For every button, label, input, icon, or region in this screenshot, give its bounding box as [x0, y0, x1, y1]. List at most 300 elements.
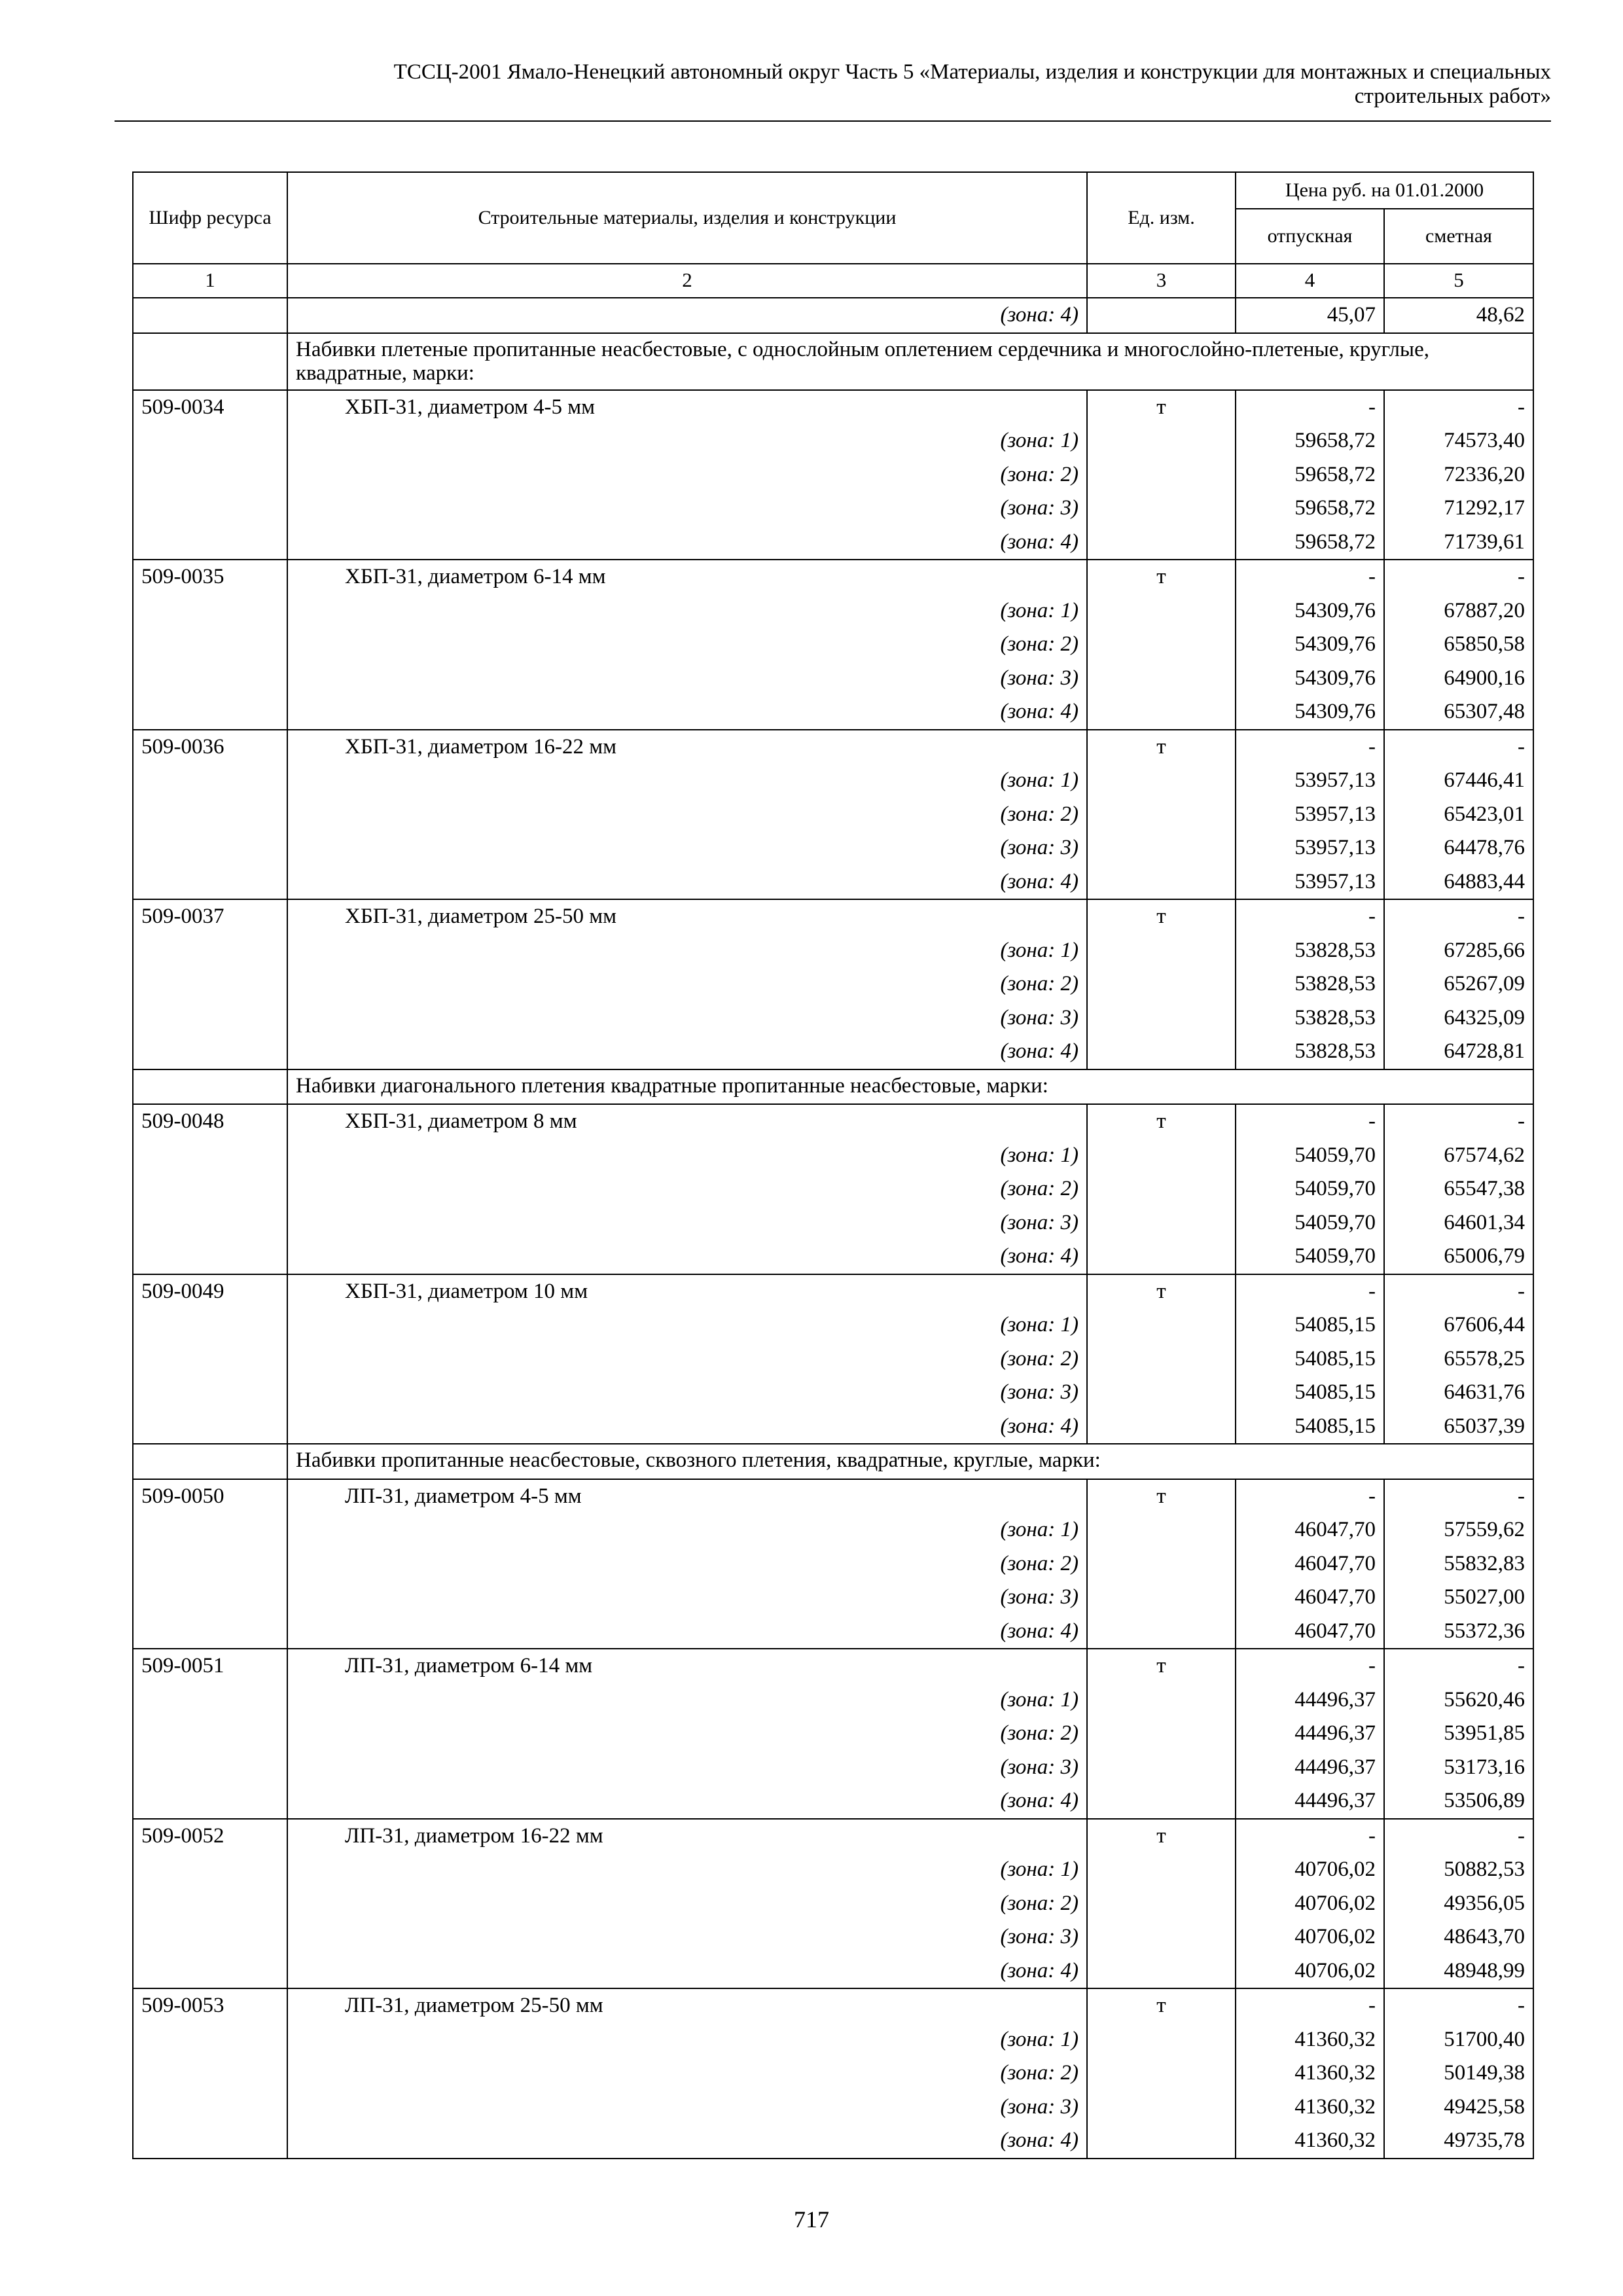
- column-number: 2: [287, 264, 1087, 298]
- unit-cell: [1087, 492, 1236, 526]
- zone-label: (зона: 4): [1000, 1414, 1079, 1438]
- resource-name: ЛП-31, диаметром 16-22 мм: [345, 1823, 603, 1848]
- zone-label: (зона: 2): [1000, 1891, 1079, 1915]
- name-cell: [287, 934, 1087, 968]
- page-number: 717: [794, 2206, 829, 2233]
- name-cell: [287, 730, 1087, 764]
- zone-label: (зона: 3): [1000, 1210, 1079, 1234]
- unit-cell: [1087, 1035, 1236, 1069]
- code-cell: [133, 1308, 287, 1342]
- estimate-price-cell: 67887,20: [1384, 594, 1533, 628]
- zone-row: [133, 1683, 1533, 1717]
- estimate-price-cell: 64883,44: [1384, 865, 1533, 900]
- code-cell: [133, 628, 287, 662]
- release-price-cell: 41360,32: [1236, 2124, 1384, 2159]
- zone-label: (зона: 4): [1000, 1958, 1079, 1982]
- code-cell: [133, 1683, 287, 1717]
- code-cell: [133, 333, 287, 390]
- estimate-price-cell: 65037,39: [1384, 1410, 1533, 1444]
- zone-label: (зона: 3): [1000, 1925, 1079, 1948]
- name-cell: [287, 1683, 1087, 1717]
- code-cell: [133, 458, 287, 492]
- zone-row: [133, 1240, 1533, 1274]
- unit-cell: [1087, 594, 1236, 628]
- column-number: 4: [1236, 264, 1384, 298]
- resource-code: 509-0053: [133, 1988, 287, 2023]
- zone-label: (зона: 1): [1000, 1518, 1079, 1541]
- resource-row: [133, 1988, 1533, 2023]
- zone-row: [133, 1513, 1533, 1547]
- zone-label: (зона: 4): [1000, 1619, 1079, 1643]
- zone-label: (зона: 4): [1000, 700, 1079, 723]
- estimate-price-cell: 71292,17: [1384, 492, 1533, 526]
- unit-cell: [1087, 967, 1236, 1001]
- resource-code: 509-0037: [133, 899, 287, 934]
- unit-cell: т: [1087, 1819, 1236, 1854]
- release-price-cell: 45,07: [1236, 298, 1384, 333]
- zone-label: (зона: 4): [1000, 529, 1079, 554]
- name-cell: [287, 695, 1087, 730]
- unit-cell: [1087, 458, 1236, 492]
- estimate-price-cell: 65307,48: [1384, 695, 1533, 730]
- name-cell: [287, 1717, 1087, 1751]
- name-cell: [287, 492, 1087, 526]
- unit-cell: [1087, 1410, 1236, 1444]
- name-cell: [287, 594, 1087, 628]
- release-price-cell: -: [1236, 730, 1384, 764]
- release-price-cell: 46047,70: [1236, 1547, 1384, 1581]
- release-price-cell: -: [1236, 1988, 1384, 2023]
- header-divider: [115, 120, 1551, 122]
- zone-label: (зона: 4): [1000, 869, 1079, 893]
- zone-row: [133, 1853, 1533, 1887]
- zone-label: (зона: 1): [1000, 429, 1079, 452]
- estimate-price-cell: -: [1384, 1104, 1533, 1139]
- unit-cell: [1087, 2023, 1236, 2057]
- estimate-price-cell: 64478,76: [1384, 831, 1533, 865]
- estimate-price-cell: 64601,34: [1384, 1206, 1533, 1240]
- name-cell: [287, 1206, 1087, 1240]
- release-price-cell: -: [1236, 390, 1384, 425]
- zone-label: (зона: 4): [1000, 303, 1079, 327]
- column-number: 5: [1384, 264, 1533, 298]
- release-price-cell: 59658,72: [1236, 492, 1384, 526]
- zone-row: [133, 1920, 1533, 1954]
- zone-label: (зона: 3): [1000, 496, 1079, 520]
- estimate-price-cell: 64900,16: [1384, 662, 1533, 696]
- release-price-cell: 54309,76: [1236, 695, 1384, 730]
- name-cell: [287, 1479, 1087, 1514]
- resource-row: [133, 1479, 1533, 1514]
- zone-label: (зона: 4): [1000, 1789, 1079, 1812]
- name-cell: [287, 1819, 1087, 1854]
- estimate-price-cell: 49735,78: [1384, 2124, 1533, 2159]
- name-cell: [287, 2023, 1087, 2057]
- unit-cell: [1087, 798, 1236, 832]
- header-line-1: ТССЦ-2001 Ямало-Ненецкий автономный округ Часть 5 «Материалы, изделия и конструкции для монтажных и специальных: [393, 60, 1551, 84]
- zone-label: (зона: 2): [1000, 972, 1079, 996]
- unit-cell: [1087, 1240, 1236, 1274]
- resource-row: [133, 1274, 1533, 1309]
- release-price-cell: -: [1236, 899, 1384, 934]
- name-cell: [287, 1649, 1087, 1683]
- zone-label: (зона: 3): [1000, 1755, 1079, 1779]
- release-price-cell: 54085,15: [1236, 1410, 1384, 1444]
- name-cell: [287, 1139, 1087, 1173]
- release-price-cell: 44496,37: [1236, 1751, 1384, 1785]
- zone-row: [133, 1887, 1533, 1921]
- release-price-cell: 53828,53: [1236, 1035, 1384, 1069]
- section-header-row: [133, 1444, 1533, 1479]
- estimate-price-cell: 51700,40: [1384, 2023, 1533, 2057]
- zone-row: [133, 1308, 1533, 1342]
- code-cell: [133, 1887, 287, 1921]
- unit-cell: т: [1087, 1988, 1236, 2023]
- column-header-code: Шифр ресурса: [133, 172, 287, 264]
- name-cell: [287, 831, 1087, 865]
- estimate-price-cell: 48948,99: [1384, 1954, 1533, 1989]
- zone-row: [133, 1615, 1533, 1649]
- zone-row: [133, 1547, 1533, 1581]
- section-title: Набивки плетеные пропитанные неасбестовые, с однослойным оплетением сердечника и многослойно-плетеные, круглые, квадратные, марки:: [287, 333, 1533, 390]
- unit-cell: [1087, 764, 1236, 798]
- name-cell: [287, 865, 1087, 900]
- resource-name: ХБП-31, диаметром 16-22 мм: [345, 734, 617, 759]
- name-cell: [287, 1410, 1087, 1444]
- code-cell: [133, 1853, 287, 1887]
- zone-row: [133, 967, 1533, 1001]
- unit-cell: [1087, 1887, 1236, 1921]
- estimate-price-cell: 67574,62: [1384, 1139, 1533, 1173]
- estimate-price-cell: 50149,38: [1384, 2056, 1533, 2090]
- zone-row: [133, 695, 1533, 730]
- zone-label: (зона: 1): [1000, 1313, 1079, 1336]
- zone-label: (зона: 3): [1000, 836, 1079, 859]
- estimate-price-cell: 57559,62: [1384, 1513, 1533, 1547]
- release-price-cell: 44496,37: [1236, 1784, 1384, 1819]
- zone-row: [133, 865, 1533, 900]
- release-price-cell: 54059,70: [1236, 1206, 1384, 1240]
- zone-row: [133, 1954, 1533, 1989]
- code-cell: [133, 1751, 287, 1785]
- name-cell: [287, 1988, 1087, 2023]
- name-cell: [287, 1954, 1087, 1989]
- zone-label: (зона: 1): [1000, 938, 1079, 962]
- release-price-cell: 46047,70: [1236, 1615, 1384, 1649]
- release-price-cell: 40706,02: [1236, 1954, 1384, 1989]
- zone-row: [133, 2023, 1533, 2057]
- release-price-cell: -: [1236, 1649, 1384, 1683]
- estimate-price-cell: 65547,38: [1384, 1172, 1533, 1206]
- unit-cell: [1087, 1954, 1236, 1989]
- unit-cell: [1087, 831, 1236, 865]
- zone-row: [133, 798, 1533, 832]
- unit-cell: [1087, 1001, 1236, 1035]
- name-cell: [287, 1581, 1087, 1615]
- code-cell: [133, 764, 287, 798]
- release-price-cell: 44496,37: [1236, 1717, 1384, 1751]
- code-cell: [133, 1717, 287, 1751]
- release-price-cell: 54309,76: [1236, 662, 1384, 696]
- zone-label: (зона: 2): [1000, 2061, 1079, 2085]
- code-cell: [133, 1376, 287, 1410]
- release-price-cell: 59658,72: [1236, 526, 1384, 560]
- estimate-price-cell: 64728,81: [1384, 1035, 1533, 1069]
- unit-cell: [1087, 1547, 1236, 1581]
- estimate-price-cell: 74573,40: [1384, 424, 1533, 458]
- code-cell: [133, 662, 287, 696]
- name-cell: [287, 458, 1087, 492]
- unit-cell: т: [1087, 1649, 1236, 1683]
- estimate-price-cell: -: [1384, 1479, 1533, 1514]
- name-cell: [287, 1342, 1087, 1376]
- resource-code: 509-0035: [133, 560, 287, 594]
- unit-cell: [1087, 1853, 1236, 1887]
- unit-cell: [1087, 934, 1236, 968]
- section-header-row: [133, 333, 1533, 390]
- section-header-row: [133, 1069, 1533, 1105]
- estimate-price-cell: 48643,70: [1384, 1920, 1533, 1954]
- estimate-price-cell: 48,62: [1384, 298, 1533, 333]
- release-price-cell: 53828,53: [1236, 934, 1384, 968]
- zone-row: [133, 492, 1533, 526]
- estimate-price-cell: 53173,16: [1384, 1751, 1533, 1785]
- zone-label: (зона: 2): [1000, 632, 1079, 656]
- release-price-cell: 59658,72: [1236, 458, 1384, 492]
- resource-code: 509-0051: [133, 1649, 287, 1683]
- code-cell: [133, 1001, 287, 1035]
- resource-row: [133, 1649, 1533, 1683]
- code-cell: [133, 1954, 287, 1989]
- unit-cell: [1087, 1376, 1236, 1410]
- release-price-cell: 46047,70: [1236, 1581, 1384, 1615]
- name-cell: [287, 1513, 1087, 1547]
- code-cell: [133, 1513, 287, 1547]
- zone-row: [133, 934, 1533, 968]
- zone-row: [133, 1717, 1533, 1751]
- release-price-cell: -: [1236, 1104, 1384, 1139]
- zone-label: (зона: 4): [1000, 1039, 1079, 1063]
- resource-row: [133, 1104, 1533, 1139]
- code-cell: [133, 2023, 287, 2057]
- name-cell: [287, 1172, 1087, 1206]
- release-price-cell: -: [1236, 1819, 1384, 1854]
- resource-code: 509-0036: [133, 730, 287, 764]
- name-cell: [287, 2090, 1087, 2125]
- release-price-cell: 41360,32: [1236, 2056, 1384, 2090]
- unit-cell: [1087, 662, 1236, 696]
- column-number: 1: [133, 264, 287, 298]
- code-cell: [133, 1035, 287, 1069]
- unit-cell: [1087, 1615, 1236, 1649]
- resource-row: [133, 1819, 1533, 1854]
- code-cell: [133, 2056, 287, 2090]
- release-price-cell: -: [1236, 560, 1384, 594]
- release-price-cell: 54309,76: [1236, 628, 1384, 662]
- estimate-price-cell: -: [1384, 560, 1533, 594]
- unit-cell: [1087, 2124, 1236, 2159]
- release-price-cell: 54085,15: [1236, 1342, 1384, 1376]
- estimate-price-cell: 65267,09: [1384, 967, 1533, 1001]
- zone-label: (зона: 3): [1000, 1585, 1079, 1609]
- resource-code: 509-0050: [133, 1479, 287, 1514]
- zone-row: [133, 1784, 1533, 1819]
- resource-row: [133, 899, 1533, 934]
- zone-label: (зона: 3): [1000, 2094, 1079, 2119]
- zone-row: [133, 1581, 1533, 1615]
- unit-cell: [1087, 424, 1236, 458]
- name-cell: [287, 1001, 1087, 1035]
- code-cell: [133, 1784, 287, 1819]
- estimate-price-cell: 49356,05: [1384, 1887, 1533, 1921]
- zone-label: (зона: 4): [1000, 2128, 1079, 2152]
- release-price-cell: 53957,13: [1236, 865, 1384, 900]
- name-cell: [287, 1887, 1087, 1921]
- name-cell: [287, 899, 1087, 934]
- code-cell: [133, 424, 287, 458]
- unit-cell: [1087, 1308, 1236, 1342]
- name-cell: [287, 390, 1087, 425]
- section-title: Набивки диагонального плетения квадратные пропитанные неасбестовые, марки:: [287, 1069, 1533, 1105]
- estimate-price-cell: 49425,58: [1384, 2090, 1533, 2125]
- resource-name: ЛП-31, диаметром 4-5 мм: [345, 1484, 582, 1508]
- name-cell: [287, 1751, 1087, 1785]
- zone-row: [133, 662, 1533, 696]
- unit-cell: т: [1087, 1274, 1236, 1309]
- zone-row: [133, 2124, 1533, 2159]
- zone-label: (зона: 3): [1000, 1380, 1079, 1404]
- name-cell: [287, 1920, 1087, 1954]
- section-title: Набивки пропитанные неасбестовые, сквозного плетения, квадратные, круглые, марки:: [287, 1444, 1533, 1479]
- unit-cell: [1087, 298, 1236, 333]
- name-cell: [287, 764, 1087, 798]
- zone-label: (зона: 1): [1000, 768, 1079, 792]
- zone-row: [133, 1206, 1533, 1240]
- name-cell: [287, 298, 1087, 333]
- zone-label: (зона: 1): [1000, 1687, 1079, 1712]
- estimate-price-cell: 55372,36: [1384, 1615, 1533, 1649]
- unit-cell: [1087, 1751, 1236, 1785]
- estimate-price-cell: 64631,76: [1384, 1376, 1533, 1410]
- zone-label: (зона: 2): [1000, 462, 1079, 486]
- estimate-price-cell: -: [1384, 1988, 1533, 2023]
- unit-cell: [1087, 2056, 1236, 2090]
- code-cell: [133, 1206, 287, 1240]
- resource-code: 509-0034: [133, 390, 287, 425]
- estimate-price-cell: 67446,41: [1384, 764, 1533, 798]
- release-price-cell: 54085,15: [1236, 1308, 1384, 1342]
- estimate-price-cell: 55027,00: [1384, 1581, 1533, 1615]
- zone-label: (зона: 3): [1000, 1005, 1079, 1030]
- code-cell: [133, 831, 287, 865]
- zone-row: [133, 2056, 1533, 2090]
- unit-cell: [1087, 1784, 1236, 1819]
- resource-code: 509-0049: [133, 1274, 287, 1309]
- name-cell: [287, 628, 1087, 662]
- zone-row: [133, 594, 1533, 628]
- resource-row: [133, 560, 1533, 594]
- code-cell: [133, 1342, 287, 1376]
- document-header: [115, 60, 1551, 109]
- release-price-cell: 54059,70: [1236, 1172, 1384, 1206]
- release-price-cell: 41360,32: [1236, 2090, 1384, 2125]
- estimate-price-cell: -: [1384, 390, 1533, 425]
- resource-name: ХБП-31, диаметром 8 мм: [345, 1109, 577, 1133]
- zone-row: [133, 424, 1533, 458]
- name-cell: [287, 424, 1087, 458]
- estimate-price-cell: -: [1384, 1274, 1533, 1309]
- release-price-cell: 53957,13: [1236, 798, 1384, 832]
- code-cell: [133, 798, 287, 832]
- resource-name: ЛП-31, диаметром 25-50 мм: [345, 1994, 603, 2017]
- code-cell: [133, 526, 287, 560]
- name-cell: [287, 662, 1087, 696]
- release-price-cell: -: [1236, 1479, 1384, 1514]
- resource-row: [133, 730, 1533, 764]
- zone-row: [133, 1342, 1533, 1376]
- estimate-price-cell: 50882,53: [1384, 1853, 1533, 1887]
- zone-row: [133, 1001, 1533, 1035]
- price-table-body: [133, 172, 1533, 2159]
- release-price-cell: 53957,13: [1236, 831, 1384, 865]
- unit-cell: [1087, 2090, 1236, 2125]
- zone-label: (зона: 1): [1000, 2027, 1079, 2051]
- release-price-cell: 40706,02: [1236, 1887, 1384, 1921]
- zone-label: (зона: 2): [1000, 1177, 1079, 1200]
- zone-row: [133, 1410, 1533, 1444]
- code-cell: [133, 865, 287, 900]
- estimate-price-cell: -: [1384, 1649, 1533, 1683]
- zone-label: (зона: 2): [1000, 1346, 1079, 1371]
- estimate-price-cell: 55620,46: [1384, 1683, 1533, 1717]
- resource-row: [133, 390, 1533, 425]
- unit-cell: [1087, 526, 1236, 560]
- resource-name: ХБП-31, диаметром 10 мм: [345, 1279, 588, 1303]
- estimate-price-cell: 67606,44: [1384, 1308, 1533, 1342]
- estimate-price-cell: 65423,01: [1384, 798, 1533, 832]
- resource-name: ЛП-31, диаметром 6-14 мм: [345, 1654, 593, 1677]
- name-cell: [287, 1784, 1087, 1819]
- name-cell: [287, 1035, 1087, 1069]
- estimate-price-cell: 53951,85: [1384, 1717, 1533, 1751]
- unit-cell: т: [1087, 1479, 1236, 1514]
- release-price-cell: 53828,53: [1236, 1001, 1384, 1035]
- name-cell: [287, 1376, 1087, 1410]
- unit-cell: [1087, 1683, 1236, 1717]
- name-cell: [287, 967, 1087, 1001]
- zone-label: (зона: 2): [1000, 1721, 1079, 1745]
- estimate-price-cell: 65006,79: [1384, 1240, 1533, 1274]
- estimate-price-cell: 64325,09: [1384, 1001, 1533, 1035]
- code-cell: [133, 1172, 287, 1206]
- code-cell: [133, 967, 287, 1001]
- release-price-cell: -: [1236, 1274, 1384, 1309]
- zone-row: [133, 458, 1533, 492]
- code-cell: [133, 934, 287, 968]
- estimate-price-cell: -: [1384, 730, 1533, 764]
- code-cell: [133, 2090, 287, 2125]
- unit-cell: т: [1087, 899, 1236, 934]
- unit-cell: т: [1087, 390, 1236, 425]
- estimate-price-cell: 65578,25: [1384, 1342, 1533, 1376]
- zone-row: [133, 628, 1533, 662]
- name-cell: [287, 1240, 1087, 1274]
- code-cell: [133, 2124, 287, 2159]
- column-header-name: Строительные материалы, изделия и конструкции: [287, 172, 1087, 264]
- zone-row: [133, 1376, 1533, 1410]
- name-cell: [287, 1274, 1087, 1309]
- code-cell: [133, 1444, 287, 1479]
